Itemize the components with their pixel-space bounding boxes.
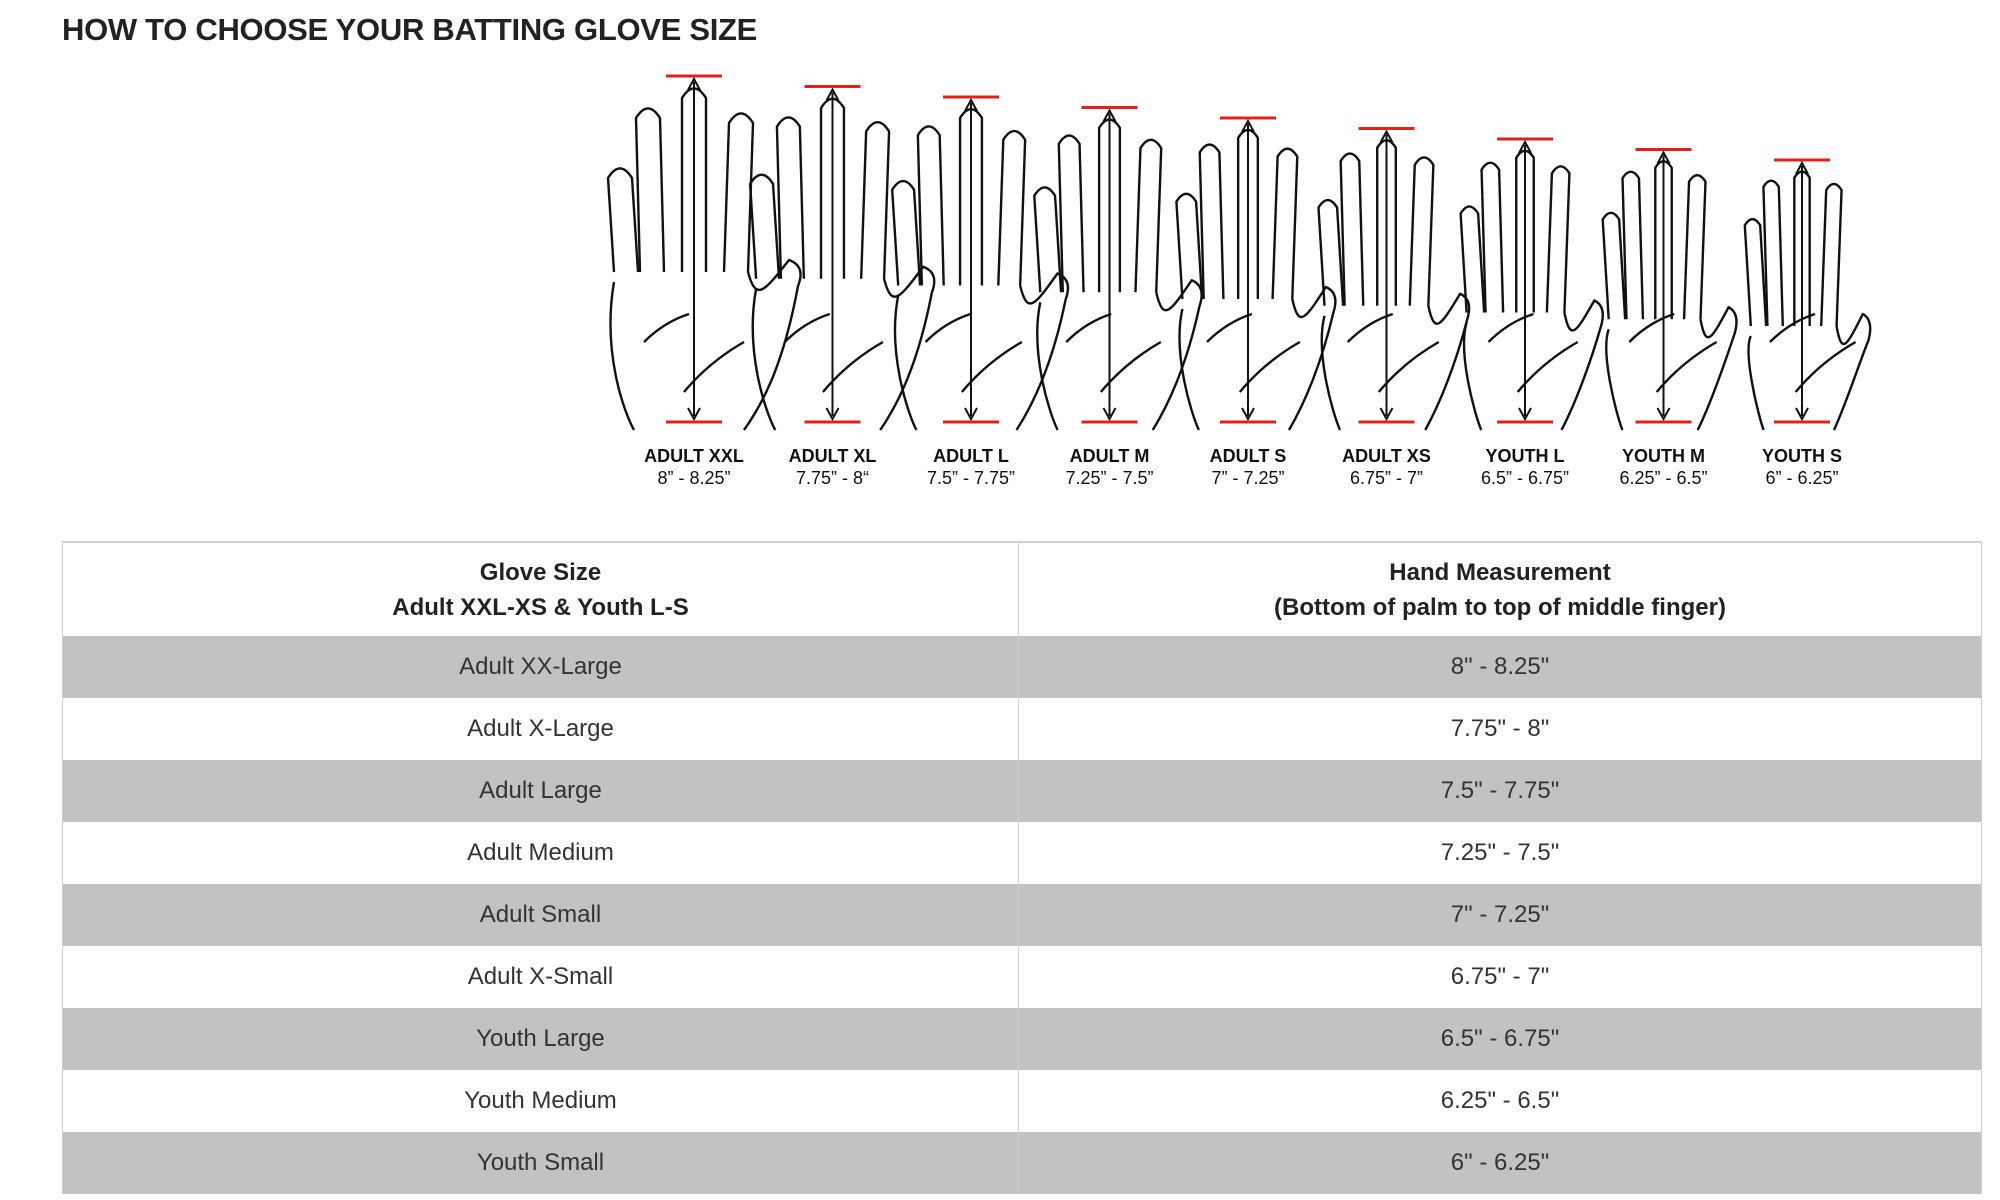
hand-size-range: 6.75” - 7”: [1349, 468, 1424, 488]
table-row: [63, 1008, 1982, 1070]
table-row: [63, 946, 1982, 1008]
measurement-arrow: [666, 76, 722, 422]
table-row: [63, 636, 1982, 698]
table-header-row: [63, 542, 1982, 636]
measurement-cell: 8" - 8.25": [1019, 636, 1982, 698]
size-cell: Youth Large: [63, 1008, 1019, 1070]
hand-outline: [1319, 140, 1470, 430]
hand-size-range: 6.5” - 6.75”: [1480, 468, 1570, 488]
hand-outline: [608, 88, 801, 430]
hand-size-range: 8” - 8.25”: [657, 468, 731, 488]
hand-outline: [1461, 151, 1603, 430]
measurement-cell: 6.5" - 6.75": [1019, 1008, 1982, 1070]
table-row: [63, 1132, 1982, 1194]
measurement-arrow: [805, 87, 861, 423]
hand-outline: [1745, 172, 1870, 430]
measurement-cell: 6.25" - 6.5": [1019, 1070, 1982, 1132]
hand-size-label: YOUTH L: [1485, 446, 1565, 466]
size-cell: Adult Large: [63, 760, 1019, 822]
header-glove-size: [63, 542, 1019, 636]
measurement-cell: 6.75" - 7": [1019, 946, 1982, 1008]
measurement-arrow: [1082, 108, 1138, 423]
measurement-arrow: [1220, 118, 1276, 422]
measurement-cell: 7" - 7.25": [1019, 884, 1982, 946]
hand-outline: [1176, 130, 1335, 430]
header-glove-size-title: Glove Size: [479, 558, 602, 586]
hand-size-label: ADULT XXL: [644, 446, 744, 466]
table-row: [63, 1070, 1982, 1132]
header-hand-measurement: [1019, 542, 1982, 636]
hand-size-label: ADULT XL: [788, 446, 877, 466]
size-cell: Adult XX-Large: [63, 636, 1019, 698]
hand-size-range: 6” - 6.25”: [1765, 468, 1839, 488]
table-row: [63, 698, 1982, 760]
size-cell: Adult Small: [63, 884, 1019, 946]
hand-outline: [1034, 120, 1201, 430]
hand-outline: [750, 99, 934, 430]
hand-size-label: ADULT M: [1069, 446, 1150, 466]
hand-size-label: YOUTH S: [1761, 446, 1843, 466]
size-cell: Adult X-Large: [63, 698, 1019, 760]
measurement-arrow: [943, 97, 999, 422]
glove-size-table: [62, 541, 1982, 1194]
measurement-arrow: [1359, 129, 1415, 423]
hand-size-label: ADULT XS: [1342, 446, 1431, 466]
hand-size-range: 7.5” - 7.75”: [926, 468, 1016, 488]
hand-size-range: 6.25” - 6.5”: [1619, 468, 1708, 488]
measurement-cell: 7.5" - 7.75": [1019, 760, 1982, 822]
measurement-arrow: [1636, 150, 1692, 423]
hand-size-range: 7.25” - 7.5”: [1065, 468, 1154, 488]
table-row: [63, 760, 1982, 822]
size-cell: Youth Medium: [63, 1070, 1019, 1132]
hand-size-label: ADULT S: [1209, 446, 1287, 466]
hand-size-illustration: [540, 64, 1960, 504]
header-glove-size-subtitle: Adult XXL-XS & Youth L-S: [392, 593, 689, 621]
size-cell: Adult Medium: [63, 822, 1019, 884]
hand-size-range: 7.75” - 8“: [795, 468, 870, 488]
hand-size-label: ADULT L: [933, 446, 1009, 466]
page-title: HOW TO CHOOSE YOUR BATTING GLOVE SIZE: [62, 12, 758, 47]
table-row: [63, 884, 1982, 946]
hand-size-label: YOUTH M: [1622, 446, 1705, 466]
size-cell: Youth Small: [63, 1132, 1019, 1194]
measurement-cell: 6" - 6.25": [1019, 1132, 1982, 1194]
header-hand-measurement-subtitle: (Bottom of palm to top of middle finger): [1274, 593, 1726, 621]
measurement-arrow: [1497, 139, 1553, 422]
hand-size-range: 7” - 7.25”: [1211, 468, 1285, 488]
table-row: [63, 822, 1982, 884]
header-hand-measurement-title: Hand Measurement: [1389, 558, 1611, 586]
size-cell: Adult X-Small: [63, 946, 1019, 1008]
measurement-cell: 7.25" - 7.5": [1019, 822, 1982, 884]
measurement-cell: 7.75" - 8": [1019, 698, 1982, 760]
hand-outline: [1603, 161, 1737, 430]
